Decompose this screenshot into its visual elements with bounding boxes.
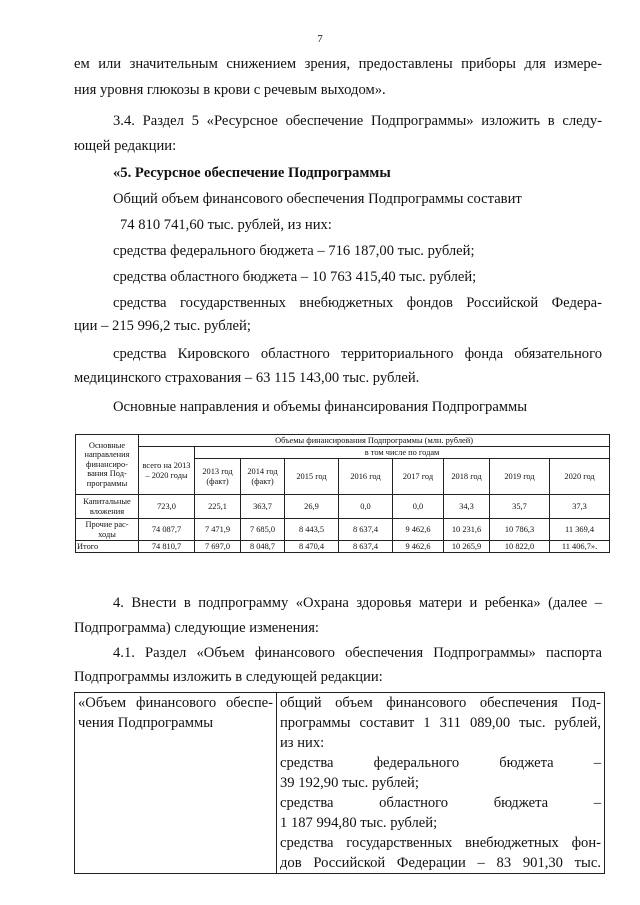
year-header: 2020 год [550,459,610,495]
section-heading: «5. Ресурсное обеспечение Подпрограммы [113,165,391,181]
passport-value-line: дов Российской Федерации – 83 901,30 тыс. [280,855,601,871]
text-line: 4. Внести в подпрограмму «Охрана здоровья матери и ребенка» (далее – [113,595,602,611]
passport-value-line: из них: [280,735,325,751]
text-line: ющей редакции: [74,138,177,154]
passport-value-line: общий объем финансового обеспечения Под- [280,695,601,711]
table-cell: 7 685,0 [241,519,285,541]
table-cell: 0,0 [339,495,393,519]
text-line: ния уровня глюкозы в крови с речевым выходом». [74,82,386,98]
table-cell: 8 470,4 [285,541,339,553]
passport-value-line: 39 192,90 тыс. рублей; [280,775,419,791]
year-header: 2014 год (факт) [241,459,285,495]
passport-value-line: средства федерального бюджета – [280,755,601,771]
table-cell: 225,1 [195,495,241,519]
row-label: Прочие рас-ходы [76,519,139,541]
year-header: 2018 год [444,459,490,495]
financing-table [75,434,610,553]
passport-label-line: чения Подпрограммы [78,715,214,731]
year-header: 2015 год [285,459,339,495]
table-cell: 363,7 [241,495,285,519]
passport-row [75,693,605,874]
text-line: 4.1. Раздел «Объем финансового обеспечения Подпрограммы» паспорта [113,645,602,661]
row-label: Итого [76,541,139,553]
text-line: средства Кировского областного территориального фонда обязательного [113,346,602,362]
year-header: 2019 год [490,459,550,495]
text-line: средства государственных внебюджетных фондов Российской Федера- [113,295,602,311]
header-by-years: в том числе по годам [195,447,610,459]
text-line: Общий объем финансового обеспечения Подпрограммы составит [113,191,522,207]
row-total: 723,0 [139,495,195,519]
passport-value-line: 1 187 994,80 тыс. рублей; [280,815,438,831]
table-cell: 11 369,4 [550,519,610,541]
text-line: Подпрограммы изложить в следующей редакции: [74,669,383,685]
row-label: Капитальные вложения [76,495,139,519]
passport-label-cell [75,693,277,874]
header-volumes: Объемы финансирования Подпрограммы (млн. рублей) [139,435,610,447]
text-line: средства федерального бюджета – 716 187,00 тыс. рублей; [113,243,475,259]
table-cell: 10 822,0 [490,541,550,553]
text-line: 74 810 741,60 тыс. рублей, из них: [120,217,332,233]
row-total: 74 087,7 [139,519,195,541]
text-line: Подпрограмма) следующие изменения: [74,620,319,636]
text-line: ем или значительным снижением зрения, предоставлены приборы для измере- [74,56,602,72]
passport-value-line: программы составит 1 311 089,00 тыс. рублей, [280,715,601,731]
header-directions: Основные направления финансиро-вания Под-программы [76,435,139,495]
header-total: всего на 2013 – 2020 годы [139,447,195,495]
year-header: 2017 год [393,459,444,495]
table-row [76,519,610,541]
table-cell: 8 637,4 [339,519,393,541]
table-cell: 8 048,7 [241,541,285,553]
text-line: 3.4. Раздел 5 «Ресурсное обеспечение Подпрограммы» изложить в следу- [113,113,602,129]
page-number: 7 [317,33,323,45]
table-row [76,495,610,519]
passport-value-cell [277,693,605,874]
table-cell: 9 462,6 [393,519,444,541]
year-header: 2013 год (факт) [195,459,241,495]
table-cell: 26,9 [285,495,339,519]
table-row [76,541,610,553]
table-cell: 11 406,7». [550,541,610,553]
table-cell: 34,3 [444,495,490,519]
table-cell: 0,0 [393,495,444,519]
table-cell: 35,7 [490,495,550,519]
table-cell: 10 265,9 [444,541,490,553]
table-cell: 10 231,6 [444,519,490,541]
table-cell: 7 697,0 [195,541,241,553]
row-total: 74 810,7 [139,541,195,553]
passport-table [74,692,605,874]
table-cell: 7 471,9 [195,519,241,541]
passport-value-line: средства государственных внебюджетных фон- [280,835,601,851]
text-line: Основные направления и объемы финансирования Подпрограммы [113,399,528,415]
table-cell: 37,3 [550,495,610,519]
table-cell: 10 786,3 [490,519,550,541]
text-line: средства областного бюджета – 10 763 415,40 тыс. рублей; [113,269,477,285]
text-line: ции – 215 996,2 тыс. рублей; [74,318,251,334]
table-cell: 9 462,6 [393,541,444,553]
passport-label-line: «Объем финансового обеспе- [78,695,273,711]
passport-value-line: средства областного бюджета – [280,795,601,811]
text-line: медицинского страхования – 63 115 143,00 тыс. рублей. [74,370,420,386]
year-header: 2016 год [339,459,393,495]
table-cell: 8 443,5 [285,519,339,541]
table-cell: 8 637,4 [339,541,393,553]
